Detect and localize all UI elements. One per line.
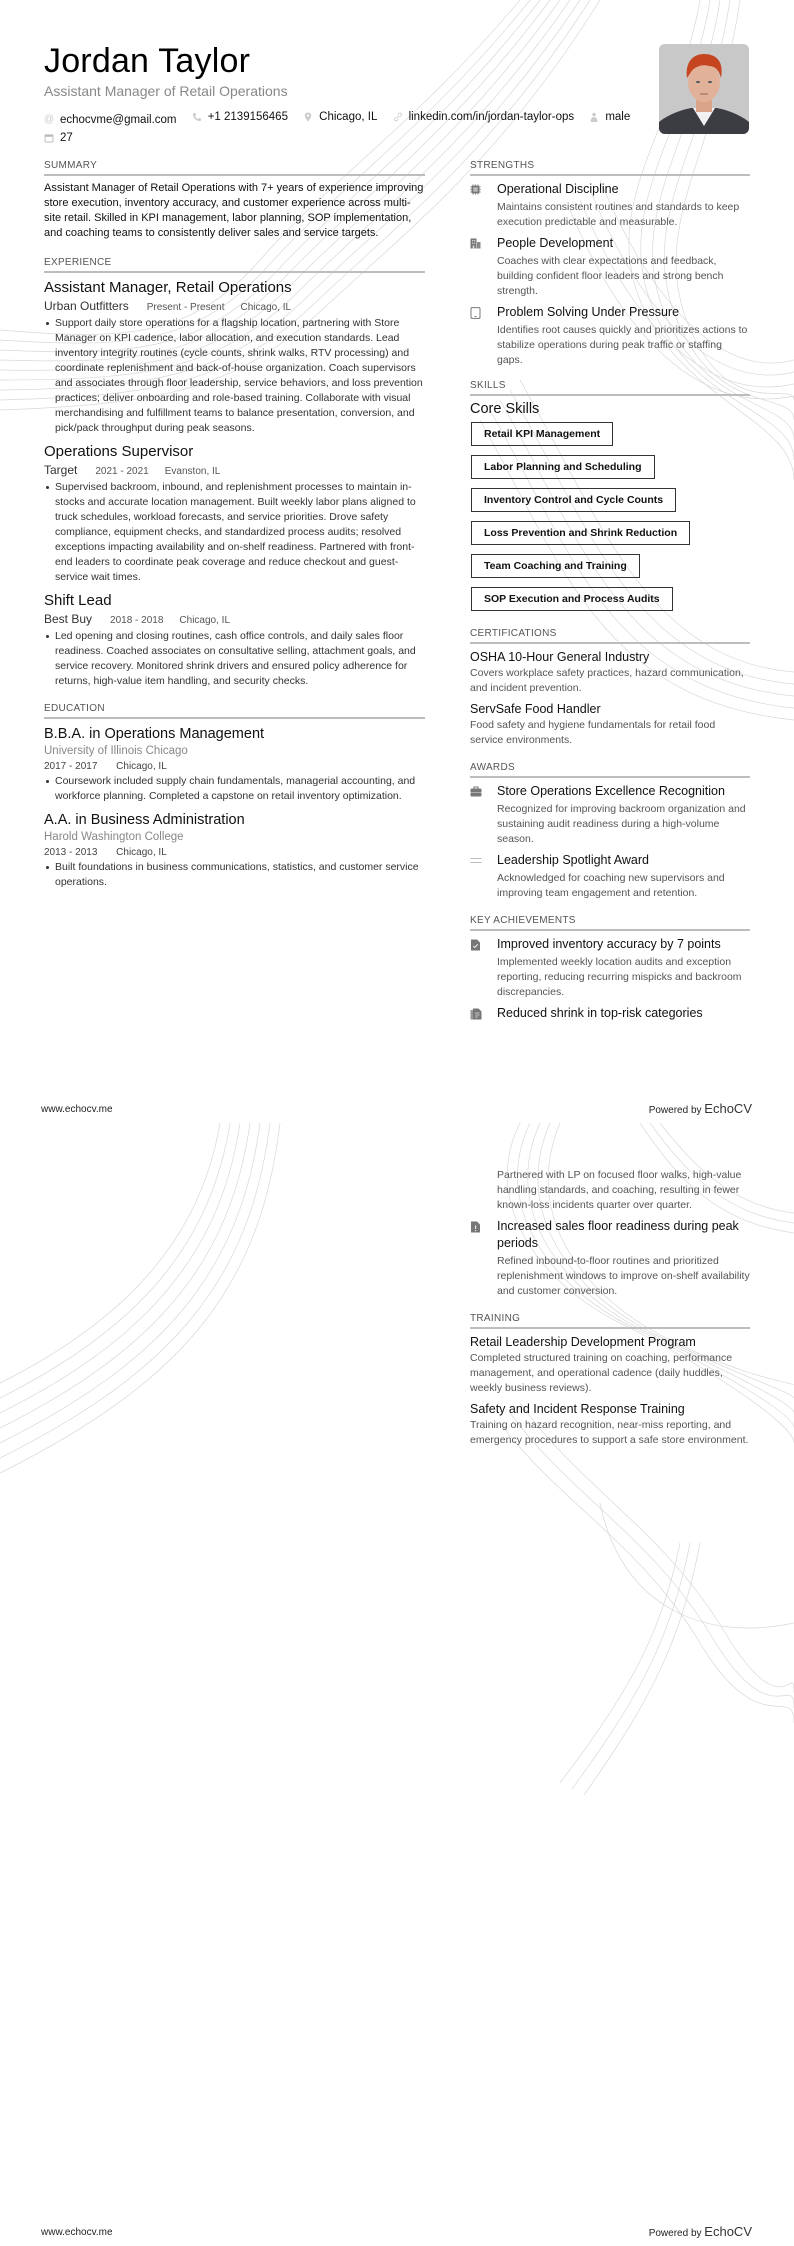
training-title: Safety and Incident Response Training — [470, 1402, 685, 1416]
calendar-icon — [44, 133, 54, 143]
contact-info — [44, 108, 644, 149]
training-desc: Completed structured training on coaching, performance management, and operational cadence (daily huddles, weekly business reviews). — [470, 1352, 733, 1394]
job-meta — [44, 462, 425, 480]
education-location: Chicago, IL — [116, 761, 167, 772]
company-name: Urban Outfitters — [44, 299, 129, 313]
strength-item — [470, 181, 750, 230]
job-dates: Present - Present — [146, 302, 225, 313]
section-title: CERTIFICATIONS — [470, 628, 750, 644]
achievement-title: Reduced shrink in top-risk categories — [497, 1006, 703, 1020]
section-title: EDUCATION — [44, 703, 425, 719]
strength-desc: Identifies root causes quickly and prioritizes actions to stabilize operations during peak traffic or staffing gaps. — [497, 324, 748, 366]
award-desc: Recognized for improving backroom organization and sustaining audit readiness during a high-volume season. — [497, 803, 746, 845]
strengths-section — [470, 160, 750, 368]
skills-group-title: Core Skills — [470, 401, 540, 417]
brand-name: EchoCV — [704, 1101, 752, 1116]
award-desc: Acknowledged for coaching new supervisors and improving team engagement and retention. — [497, 872, 725, 899]
achievement-desc: Partnered with LP on focused floor walks, high-value handling standards, and coaching, resulting in fewer known-loss incidents quarter over quarter. — [497, 1169, 742, 1211]
contact-age: 27 — [44, 129, 73, 147]
job-bullets — [44, 629, 425, 689]
award-item — [470, 783, 750, 847]
job-location: Chicago, IL — [179, 615, 231, 626]
bullet-item: Support daily store operations for a flagship location, partnering with Store Manager on KPI cadence, labor allocation, and execution standards. Lead inventory integrity routines (cycle counts, shrink walks, RTV processing) and coordinate replenishment and back-of-house organization. Coach supervisors and associates through floor leadership, service behaviors, and loss prevention practices; deliver onboarding and role-based training. Collaborate with visual merchandising and fulfillment teams to balance presentation, conversion, and pick/pack throughput during peak seasons. — [44, 316, 425, 436]
skill-chip: Inventory Control and Cycle Counts — [471, 488, 676, 512]
training-section — [470, 1313, 750, 1448]
achievement-item — [470, 1005, 750, 1024]
achievement-title: Improved inventory accuracy by 7 points — [497, 937, 721, 951]
section-title: SUMMARY — [44, 160, 425, 176]
job-title: Shift Lead — [44, 592, 112, 609]
chip-icon — [470, 181, 497, 230]
bullet-item: Supervised backroom, inbound, and replenishment processes to maintain in-stocks and accurate location management. Built weekly labor plans aligned to truck schedules, workload forecasts, and service priorities. Drove safety compliance, equipment checks, and standardized process audits; resolved exceptions impacting availability and on-shelf readiness. Partnered with front-end leaders to coordinate peak coverage and reduce checkout and guest-service wait times. — [44, 480, 425, 585]
section-title: EXPERIENCE — [44, 257, 425, 273]
strength-desc: Coaches with clear expectations and feedback, building confident floor leaders and strong bench strength. — [497, 255, 724, 297]
section-title: AWARDS — [470, 762, 750, 778]
contact-gender: male — [589, 108, 630, 126]
contact-phone[interactable]: +1 2139156465 — [192, 108, 288, 126]
education-meta — [44, 845, 425, 860]
achievement-item-continued — [470, 1168, 750, 1213]
file-check-icon — [470, 936, 497, 1000]
education-item — [44, 810, 425, 890]
section-title: SKILLS — [470, 380, 750, 396]
file-alert-icon — [470, 1218, 497, 1299]
education-meta — [44, 759, 425, 774]
section-title: KEY ACHIEVEMENTS — [470, 915, 750, 931]
achievement-desc: Implemented weekly location audits and exception reporting, reducing recurring mispicks and backroom discrepancies. — [497, 956, 742, 998]
bullet-item: Built foundations in business communications, statistics, and customer service operations. — [44, 860, 425, 890]
education-bullets — [44, 860, 425, 890]
achievements-section — [470, 915, 750, 1024]
location-pin-icon — [303, 112, 313, 122]
certification-title: OSHA 10-Hour General Industry — [470, 650, 650, 664]
job-dates: 2018 - 2018 — [110, 615, 164, 626]
briefcase-icon — [470, 783, 497, 847]
files-icon — [470, 1005, 497, 1024]
contact-linkedin[interactable]: linkedin.com/in/jordan-taylor-ops — [393, 108, 575, 126]
strength-title: People Development — [497, 236, 614, 250]
job-location: Evanston, IL — [164, 466, 221, 477]
left-column — [44, 160, 425, 896]
strength-item — [470, 235, 750, 299]
job-bullets — [44, 480, 425, 585]
summary-text: Assistant Manager of Retail Operations with 7+ years of experience improving store execution, inventory accuracy, and customer experience across multi-site retail. Skilled in KPI management, labor planning, SOP implementation, and coaching teams to consistently deliver sales and service targets. — [44, 182, 424, 239]
strength-title: Problem Solving Under Pressure — [497, 305, 680, 319]
training-title: Retail Leadership Development Program — [470, 1335, 696, 1349]
experience-item — [44, 278, 425, 436]
job-title: Operations Supervisor — [44, 443, 194, 460]
phone-icon — [192, 112, 202, 122]
contact-email[interactable]: @ echocvme@gmail.com — [44, 114, 177, 126]
experience-item — [44, 591, 425, 689]
company-name: Target — [44, 463, 78, 477]
profile-photo — [659, 44, 749, 134]
degree-title: B.B.A. in Operations Management — [44, 726, 265, 742]
awards-section — [470, 762, 750, 901]
education-dates: 2017 - 2017 — [44, 761, 98, 772]
achievement-item — [470, 1218, 750, 1299]
footer-powered-by[interactable] — [649, 2224, 752, 2239]
award-title: Store Operations Excellence Recognition — [497, 784, 725, 798]
contact-location: Chicago, IL — [303, 108, 377, 126]
summary-section — [44, 160, 425, 241]
powered-by-label: Powered by — [648, 1105, 702, 1116]
experience-item — [44, 442, 425, 585]
achievement-desc: Refined inbound-to-floor routines and prioritized replenishment windows to improve on-shelf availability and customer conversion. — [497, 1255, 750, 1297]
experience-section — [44, 257, 425, 689]
achievement-title: Increased sales floor readiness during peak periods — [497, 1219, 739, 1250]
education-dates: 2013 - 2013 — [44, 847, 98, 858]
at-icon: @ — [44, 114, 55, 125]
section-title: STRENGTHS — [470, 160, 750, 176]
candidate-role: Assistant Manager of Retail Operations — [44, 83, 288, 99]
award-title: Leadership Spotlight Award — [497, 853, 649, 867]
skill-chip: Labor Planning and Scheduling — [471, 455, 655, 479]
school-name: Harold Washington College — [44, 831, 184, 843]
award-item — [470, 852, 750, 901]
job-dates: 2021 - 2021 — [95, 466, 149, 477]
certification-desc: Food safety and hygiene fundamentals for retail food service environments. — [470, 719, 716, 746]
bullet-item: Coursework included supply chain fundamentals, managerial accounting, and workforce planning. Completed a capstone on retail inventory optimization. — [44, 774, 425, 804]
brand-name: EchoCV — [704, 2224, 752, 2239]
powered-by-label: Powered by — [648, 2228, 702, 2239]
company-name: Best Buy — [44, 612, 93, 626]
job-title: Assistant Manager, Retail Operations — [44, 279, 292, 296]
right-column-continued — [470, 1168, 750, 1453]
link-icon — [393, 112, 403, 122]
resume-page-2 — [0, 1123, 794, 2246]
bullet-item: Led opening and closing routines, cash office controls, and daily sales floor readiness. Coached associates on consultative selling, attachment goals, and service recovery. Monitored shrink drivers and ensured policy adherence for returns, high-value item handling, and security checks. — [44, 629, 425, 689]
job-bullets — [44, 316, 425, 436]
skill-chip: Retail KPI Management — [471, 422, 613, 446]
skill-chip: Team Coaching and Training — [471, 554, 640, 578]
footer-site-link[interactable]: www.echocv.me — [41, 2227, 113, 2238]
candidate-name: Jordan Taylor — [44, 42, 251, 80]
skills-section — [470, 380, 750, 620]
strength-desc: Maintains consistent routines and standards to keep execution predictable and measurable. — [497, 201, 740, 228]
skill-chip: Loss Prevention and Shrink Reduction — [471, 521, 690, 545]
education-location: Chicago, IL — [116, 847, 167, 858]
strength-title: Operational Discipline — [497, 182, 619, 196]
right-column — [470, 160, 750, 1029]
job-meta — [44, 611, 425, 629]
building-icon — [470, 235, 497, 299]
training-desc: Training on hazard recognition, near-miss reporting, and emergency procedures to support a safe store environment. — [470, 1419, 749, 1446]
skill-chips — [470, 422, 750, 620]
achievement-item — [470, 936, 750, 1000]
equals-icon — [470, 852, 497, 901]
person-icon — [589, 112, 599, 122]
certifications-section — [470, 628, 750, 748]
job-meta — [44, 298, 425, 316]
section-title: TRAINING — [470, 1313, 750, 1329]
education-section — [44, 703, 425, 890]
strength-item — [470, 304, 750, 368]
tablet-icon — [470, 304, 497, 368]
job-location: Chicago, IL — [240, 302, 292, 313]
degree-title: A.A. in Business Administration — [44, 812, 245, 828]
education-bullets — [44, 774, 425, 804]
certification-title: ServSafe Food Handler — [470, 702, 601, 716]
certification-desc: Covers workplace safety practices, hazard communication, and incident prevention. — [470, 667, 744, 694]
footer-powered-by[interactable] — [649, 1101, 752, 1116]
school-name: University of Illinois Chicago — [44, 745, 188, 757]
education-item — [44, 724, 425, 804]
footer-site-link[interactable]: www.echocv.me — [41, 1104, 113, 1115]
skill-chip: SOP Execution and Process Audits — [471, 587, 673, 611]
